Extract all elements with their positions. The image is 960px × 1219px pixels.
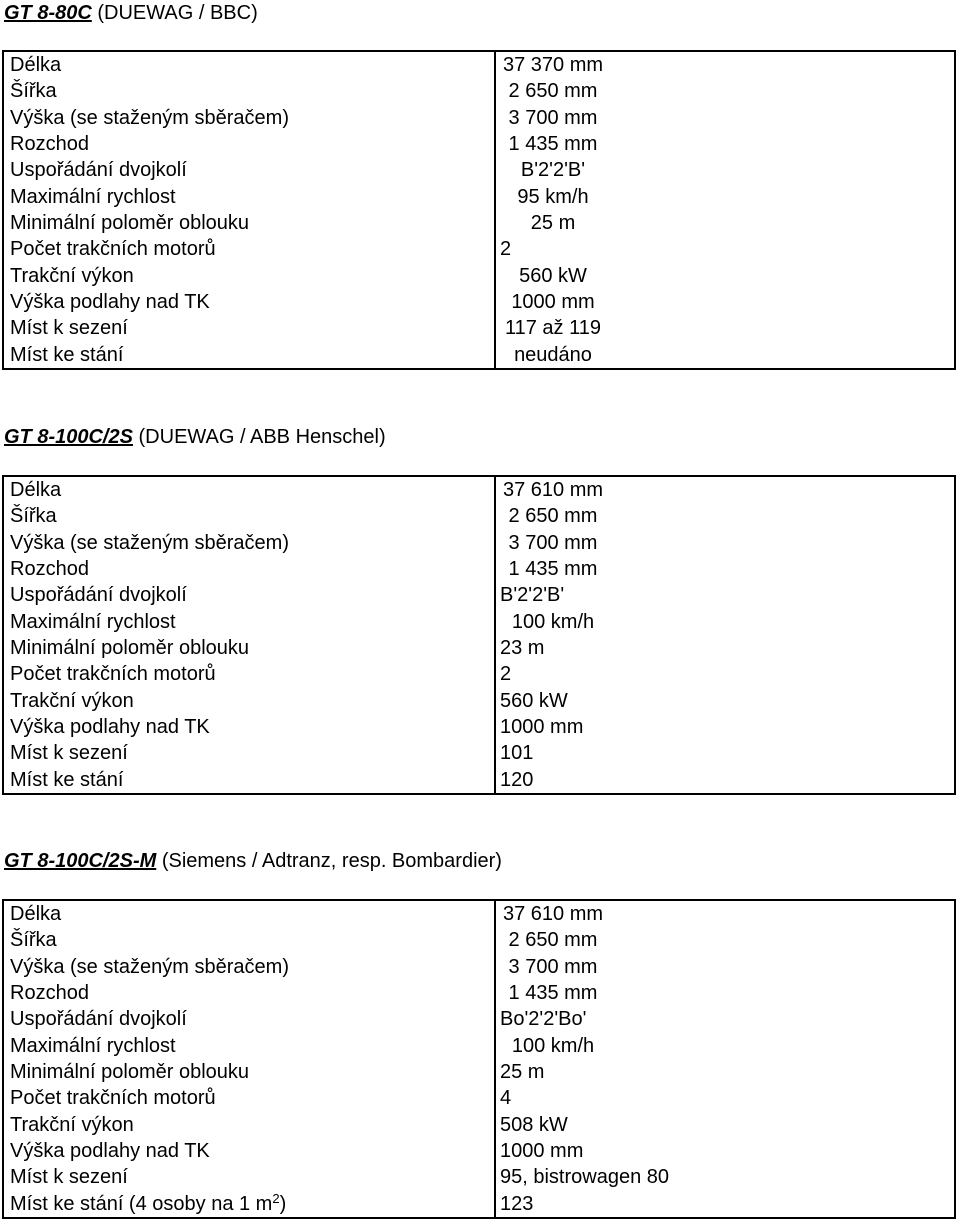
table-row <box>3 157 955 183</box>
spec-value-text: 2 <box>500 238 512 261</box>
spec-value <box>495 714 955 740</box>
table-row <box>3 105 955 131</box>
table-row <box>3 1138 955 1164</box>
spec-table <box>2 899 956 1219</box>
spec-value <box>495 476 955 503</box>
spec-label-text: Výška podlahy nad TK <box>10 290 210 313</box>
spec-value <box>495 1138 955 1164</box>
spec-value-text: 117 až 119 <box>504 317 601 340</box>
spec-value-text: B'2'2'B' <box>500 584 565 607</box>
spec-value <box>495 1059 955 1085</box>
table-row <box>3 1032 955 1058</box>
spec-value <box>495 289 955 315</box>
spec-label-text: Šířka <box>10 929 57 952</box>
spec-label <box>3 183 495 209</box>
table-row <box>3 1190 955 1218</box>
spec-value <box>495 78 955 104</box>
spec-label <box>3 157 495 183</box>
spec-label <box>3 1164 495 1190</box>
spec-value-text: 560 kW <box>500 689 568 712</box>
spec-value <box>495 503 955 529</box>
spec-value-text: 3 700 mm <box>508 106 598 129</box>
spec-label-text: Počet trakčních motorů <box>10 1087 216 1110</box>
spec-label-text: Minimální poloměr oblouku <box>10 636 250 659</box>
spec-label <box>3 900 495 927</box>
table-row <box>3 556 955 582</box>
spec-label-text: Maximální rychlost <box>10 185 176 208</box>
spec-value <box>495 635 955 661</box>
spec-label <box>3 687 495 713</box>
spec-label <box>3 51 495 78</box>
spec-label <box>3 503 495 529</box>
table-row <box>3 635 955 661</box>
spec-label <box>3 980 495 1006</box>
spec-value-text: Bo'2'2'Bo' <box>500 1008 587 1031</box>
spec-label <box>3 766 495 794</box>
spec-label <box>3 289 495 315</box>
spec-label-text: Uspořádání dvojkolí <box>10 159 187 182</box>
spec-value-text: 3 700 mm <box>508 531 598 554</box>
spec-value-text: 560 kW <box>519 264 587 287</box>
spec-value <box>495 1111 955 1137</box>
table-row <box>3 51 955 78</box>
spec-label <box>3 556 495 582</box>
spec-value <box>495 262 955 288</box>
spec-label <box>3 635 495 661</box>
spec-value <box>495 1032 955 1058</box>
spec-value-text: 25 m <box>500 1060 545 1083</box>
spec-label <box>3 476 495 503</box>
spec-value <box>495 687 955 713</box>
table-row <box>3 131 955 157</box>
spec-value <box>495 556 955 582</box>
table-row <box>3 210 955 236</box>
table-row <box>3 503 955 529</box>
section-heading <box>4 2 258 25</box>
spec-value-text: 37 610 mm <box>502 479 604 502</box>
table-row <box>3 289 955 315</box>
spec-label <box>3 1190 495 1218</box>
spec-label <box>3 105 495 131</box>
spec-value-text: 101 <box>500 742 534 765</box>
spec-label-text: Míst ke stání (4 osoby na 1 m <box>10 1192 273 1215</box>
table-row <box>3 582 955 608</box>
spec-label <box>3 582 495 608</box>
table-row <box>3 980 955 1006</box>
spec-label-text: Míst ke stání <box>10 768 124 791</box>
spec-value-text: 2 650 mm <box>508 80 598 103</box>
spec-value <box>495 131 955 157</box>
table-row <box>3 1059 955 1085</box>
spec-label <box>3 131 495 157</box>
table-row <box>3 954 955 980</box>
spec-value-text: 23 m <box>500 636 545 659</box>
table-row <box>3 236 955 262</box>
spec-value <box>495 980 955 1006</box>
model-name: GT 8-100C/2S-M <box>4 850 157 872</box>
spec-value <box>495 1190 955 1218</box>
spec-label <box>3 236 495 262</box>
spec-label-text: Výška (se staženým sběračem) <box>10 531 289 554</box>
spec-label <box>3 714 495 740</box>
spec-label-text: Míst ke stání <box>10 343 124 366</box>
table-row <box>3 315 955 341</box>
table-row <box>3 740 955 766</box>
spec-table <box>2 475 956 795</box>
spec-label-suffix: ) <box>279 1192 287 1215</box>
spec-value-text: 508 kW <box>500 1113 568 1136</box>
table-row <box>3 341 955 369</box>
table-row <box>3 608 955 634</box>
spec-value-text: 100 km/h <box>511 1034 595 1057</box>
spec-label-text: Výška podlahy nad TK <box>10 1139 210 1162</box>
spec-label <box>3 1085 495 1111</box>
spec-label <box>3 740 495 766</box>
spec-value-text: 120 <box>500 768 534 791</box>
spec-value-text: 1000 mm <box>511 290 595 313</box>
spec-label <box>3 1032 495 1058</box>
manufacturer: (Siemens / Adtranz, resp. Bombardier) <box>161 850 502 872</box>
spec-label-text: Míst k sezení <box>10 742 128 765</box>
spec-value <box>495 530 955 556</box>
spec-label <box>3 1059 495 1085</box>
spec-label-text: Maximální rychlost <box>10 1034 176 1057</box>
manufacturer: (DUEWAG / BBC) <box>97 2 258 24</box>
spec-value <box>495 608 955 634</box>
spec-label <box>3 661 495 687</box>
table-row <box>3 1111 955 1137</box>
spec-value-text: 37 370 mm <box>502 54 604 77</box>
spec-label-text: Délka <box>10 479 62 502</box>
spec-label-text: Délka <box>10 54 62 77</box>
spec-value <box>495 236 955 262</box>
superscript: 2 <box>272 1190 280 1206</box>
spec-label <box>3 1006 495 1032</box>
spec-value <box>495 954 955 980</box>
spec-label-text: Trakční výkon <box>10 264 134 287</box>
section-heading <box>4 426 386 449</box>
spec-label-text: Rozchod <box>10 133 89 156</box>
spec-label <box>3 262 495 288</box>
table-row <box>3 476 955 503</box>
spec-value <box>495 1006 955 1032</box>
spec-value-text: 37 610 mm <box>502 903 604 926</box>
spec-value-text: 1 435 mm <box>508 558 598 581</box>
spec-value <box>495 51 955 78</box>
spec-label-text: Šířka <box>10 80 57 103</box>
spec-value <box>495 1085 955 1111</box>
spec-label-text: Délka <box>10 903 62 926</box>
spec-value <box>495 315 955 341</box>
table-row <box>3 78 955 104</box>
spec-label-text: Míst k sezení <box>10 317 128 340</box>
table-row <box>3 1164 955 1190</box>
spec-label <box>3 608 495 634</box>
spec-value <box>495 582 955 608</box>
spec-label-text: Uspořádání dvojkolí <box>10 584 187 607</box>
spec-value-text: 2 650 mm <box>508 505 598 528</box>
spec-value-text: 2 <box>500 663 512 686</box>
spec-label <box>3 210 495 236</box>
section-heading <box>4 850 502 873</box>
spec-label-text: Míst k sezení <box>10 1166 128 1189</box>
spec-label <box>3 954 495 980</box>
spec-value <box>495 105 955 131</box>
spec-value <box>495 900 955 927</box>
spec-value-text: 1 435 mm <box>508 133 598 156</box>
spec-label-text: Počet trakčních motorů <box>10 238 216 261</box>
spec-value <box>495 1164 955 1190</box>
spec-label <box>3 1138 495 1164</box>
spec-label-text: Výška (se staženým sběračem) <box>10 106 289 129</box>
table-row <box>3 900 955 927</box>
spec-label-text: Výška (se staženým sběračem) <box>10 955 289 978</box>
spec-label-text: Minimální poloměr oblouku <box>10 211 250 234</box>
spec-label-text: Maximální rychlost <box>10 610 176 633</box>
table-row <box>3 1006 955 1032</box>
spec-value-text: 95, bistrowagen 80 <box>500 1166 670 1189</box>
spec-label-text: Výška podlahy nad TK <box>10 715 210 738</box>
table-row <box>3 262 955 288</box>
spec-label <box>3 315 495 341</box>
spec-label-text: Šířka <box>10 505 57 528</box>
model-name: GT 8-80C <box>4 2 92 24</box>
spec-label <box>3 927 495 953</box>
spec-value-text: 4 <box>500 1087 512 1110</box>
spec-label-text: Rozchod <box>10 558 89 581</box>
spec-value-text: B'2'2'B' <box>520 159 586 182</box>
spec-value <box>495 210 955 236</box>
spec-value-text: 100 km/h <box>511 610 595 633</box>
spec-value-text: 95 km/h <box>517 185 589 208</box>
table-row <box>3 687 955 713</box>
spec-value <box>495 183 955 209</box>
spec-table <box>2 50 956 370</box>
spec-value-text: 1000 mm <box>500 715 584 738</box>
model-name: GT 8-100C/2S <box>4 426 133 448</box>
table-row <box>3 661 955 687</box>
spec-label-text: Minimální poloměr oblouku <box>10 1060 250 1083</box>
spec-value <box>495 740 955 766</box>
spec-value <box>495 766 955 794</box>
spec-label-text: Trakční výkon <box>10 1113 134 1136</box>
spec-label-text: Trakční výkon <box>10 689 134 712</box>
spec-value-text: neudáno <box>514 343 592 366</box>
spec-label-text: Uspořádání dvojkolí <box>10 1008 187 1031</box>
table-row <box>3 927 955 953</box>
spec-value <box>495 341 955 369</box>
spec-value-text: 3 700 mm <box>508 955 598 978</box>
spec-value-text: 2 650 mm <box>508 929 598 952</box>
spec-value <box>495 927 955 953</box>
table-row <box>3 766 955 794</box>
spec-value <box>495 157 955 183</box>
spec-value-text: 1000 mm <box>500 1139 584 1162</box>
spec-label <box>3 530 495 556</box>
table-row <box>3 1085 955 1111</box>
table-row <box>3 714 955 740</box>
table-row <box>3 530 955 556</box>
spec-label-text: Rozchod <box>10 982 89 1005</box>
spec-value-text: 123 <box>500 1192 534 1215</box>
table-row <box>3 183 955 209</box>
spec-label <box>3 1111 495 1137</box>
manufacturer: (DUEWAG / ABB Henschel) <box>138 426 386 448</box>
spec-label-text: Počet trakčních motorů <box>10 663 216 686</box>
spec-label <box>3 78 495 104</box>
spec-value <box>495 661 955 687</box>
spec-value-text: 1 435 mm <box>508 982 598 1005</box>
spec-label <box>3 341 495 369</box>
spec-value-text: 25 m <box>530 211 576 234</box>
